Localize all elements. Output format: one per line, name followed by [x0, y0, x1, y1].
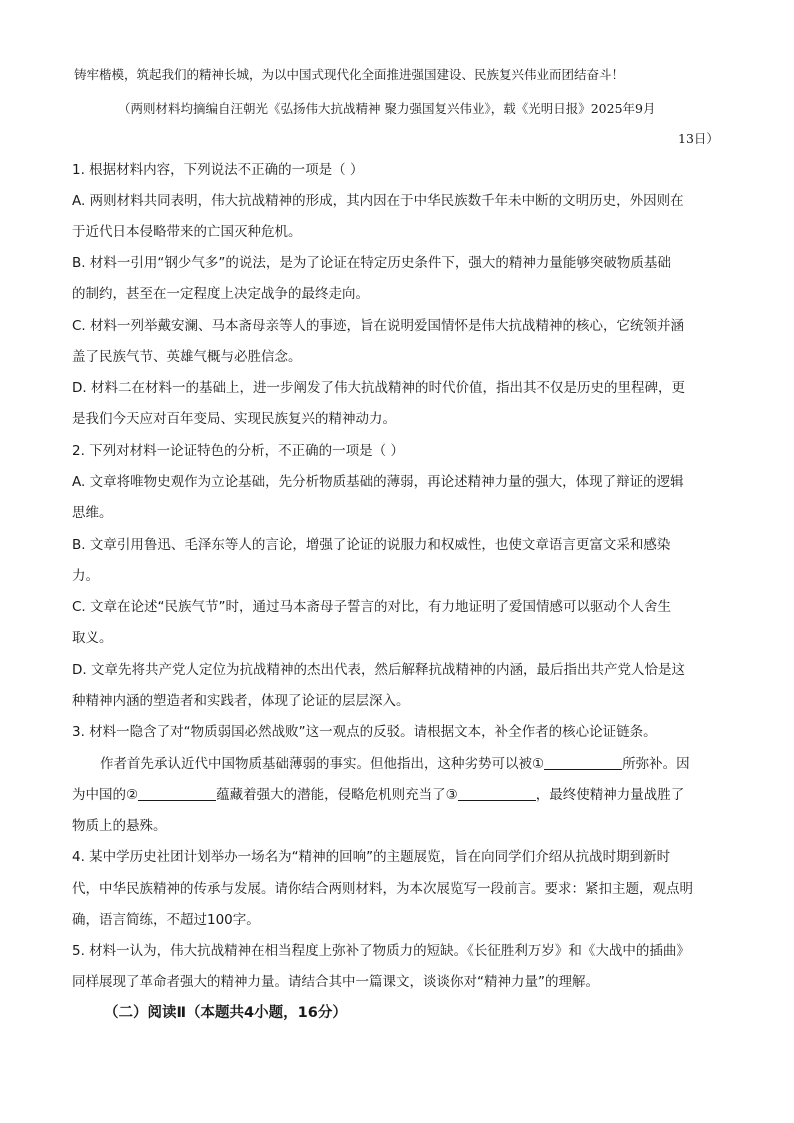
q3-text-part3: 为中国的② [72, 787, 139, 803]
answer-blank-2[interactable] [138, 786, 216, 801]
q3-text-part2: 所弥补。因 [622, 756, 690, 772]
answer-blank-1[interactable] [544, 755, 622, 770]
q2-option-a-line1: A. 文章将唯物史观作为立论基础，先分析物质基础的薄弱，再论述精神力量的强大，体现了辩证的逻辑 [72, 474, 684, 490]
q5-line1: 5. 材料一认为，伟大抗战精神在相当程度上弥补了物质力的短缺。《长征胜利万岁》和《大战中的插曲》 [72, 943, 690, 959]
q3-stem: 3. 材料一隐含了对“物质弱国必然战败”这一观点的反驳。请根据文本，补全作者的核心论证链条。 [72, 724, 657, 740]
q1-option-d-line2: 是我们今天应对百年变局、实现民族复兴的精神动力。 [72, 411, 396, 427]
q2-option-c-line2: 取义。 [72, 630, 113, 646]
q1-option-d-line1: D. 材料二在材料一的基础上，进一步阐发了伟大抗战精神的时代价值，指出其不仅是历史的里程碑，更 [72, 380, 685, 396]
section-heading: （二）阅读Ⅱ（本题共4小题，16分） [104, 1005, 347, 1021]
q3-text-part5: ，最终使精神力量战胜了 [535, 787, 685, 803]
q1-option-a-line2: 于近代日本侵略带来的亡国灭种危机。 [72, 224, 302, 240]
q1-stem: 1. 根据材料内容，下列说法不正确的一项是（ ） [72, 162, 364, 178]
q3-paragraph-line2 [72, 785, 684, 805]
intro-closing: 铸牢楷模，筑起我们的精神长城，为以中国式现代化全面推进强国建设、民族复兴伟业而团结奋斗！ [74, 67, 625, 82]
q4-line3: 确，语言简练，不超过100字。 [72, 912, 260, 928]
q3-text-part4: 蕴藏着强大的潜能，侵略危机则充当了③ [216, 787, 458, 803]
q1-option-b-line2: 的制约，甚至在一定程度上决定战争的最终走向。 [72, 286, 369, 302]
q2-option-a-line2: 思维。 [72, 505, 113, 521]
source-citation-line1: （两则材料均摘编自汪朝光《弘扬伟大抗战精神 聚力强国复兴伟业》，载《光明日报》2025年9月 [118, 101, 656, 116]
q2-option-b-line2: 力。 [72, 568, 99, 584]
q2-option-d-line1: D. 文章先将共产党人定位为抗战精神的杰出代表，然后解释抗战精神的内涵，最后指出共产党人恰是这 [72, 662, 685, 678]
q2-option-b-line1: B. 文章引用鲁迅、毛泽东等人的言论，增强了论证的说服力和权威性，也使文章语言更富文采和感染 [72, 537, 671, 553]
q3-paragraph-line1 [100, 754, 690, 774]
q2-option-d-line2: 种精神内涵的塑造者和实践者，体现了论证的层层深入。 [72, 693, 410, 709]
q1-option-a-line1: A. 两则材料共同表明，伟大抗战精神的形成，其内因在于中华民族数千年未中断的文明历史，外因则在 [72, 193, 684, 209]
q4-line1: 4. 某中学历史社团计划举办一场名为“精神的回响”的主题展览，旨在向同学们介绍从抗战时期到新时 [72, 849, 671, 865]
q3-text-part1: 作者首先承认近代中国物质基础薄弱的事实。但他指出，这种劣势可以被① [100, 756, 545, 772]
q5-line2: 同样展现了革命者强大的精神力量。请结合其中一篇课文，谈谈你对“精神力量”的理解。 [72, 974, 599, 990]
q2-stem: 2. 下列对材料一论证特色的分析，不正确的一项是（ ） [72, 443, 404, 459]
q1-option-c-line2: 盖了民族气节、英雄气概与必胜信念。 [72, 349, 302, 365]
q1-option-b-line1: B. 材料一引用“钢少气多”的说法，是为了论证在特定历史条件下，强大的精神力量能够突破物质基础 [72, 255, 671, 271]
q2-option-c-line1: C. 文章在论述“民族气节”时，通过马本斋母子誓言的对比，有力地证明了爱国情感可以驱动个人舍生 [72, 599, 671, 615]
answer-blank-3[interactable] [458, 786, 536, 801]
source-citation-line2: 13日） [678, 131, 719, 146]
q4-line2: 代，中华民族精神的传承与发展。请你结合两则材料，为本次展览写一段前言。要求：紧扣主题，观点明 [72, 881, 693, 897]
q3-paragraph-line3: 物质上的悬殊。 [72, 818, 167, 834]
q1-option-c-line1: C. 材料一列举戴安澜、马本斋母亲等人的事迹，旨在说明爱国情怀是伟大抗战精神的核心，它统领并涵 [72, 318, 685, 334]
